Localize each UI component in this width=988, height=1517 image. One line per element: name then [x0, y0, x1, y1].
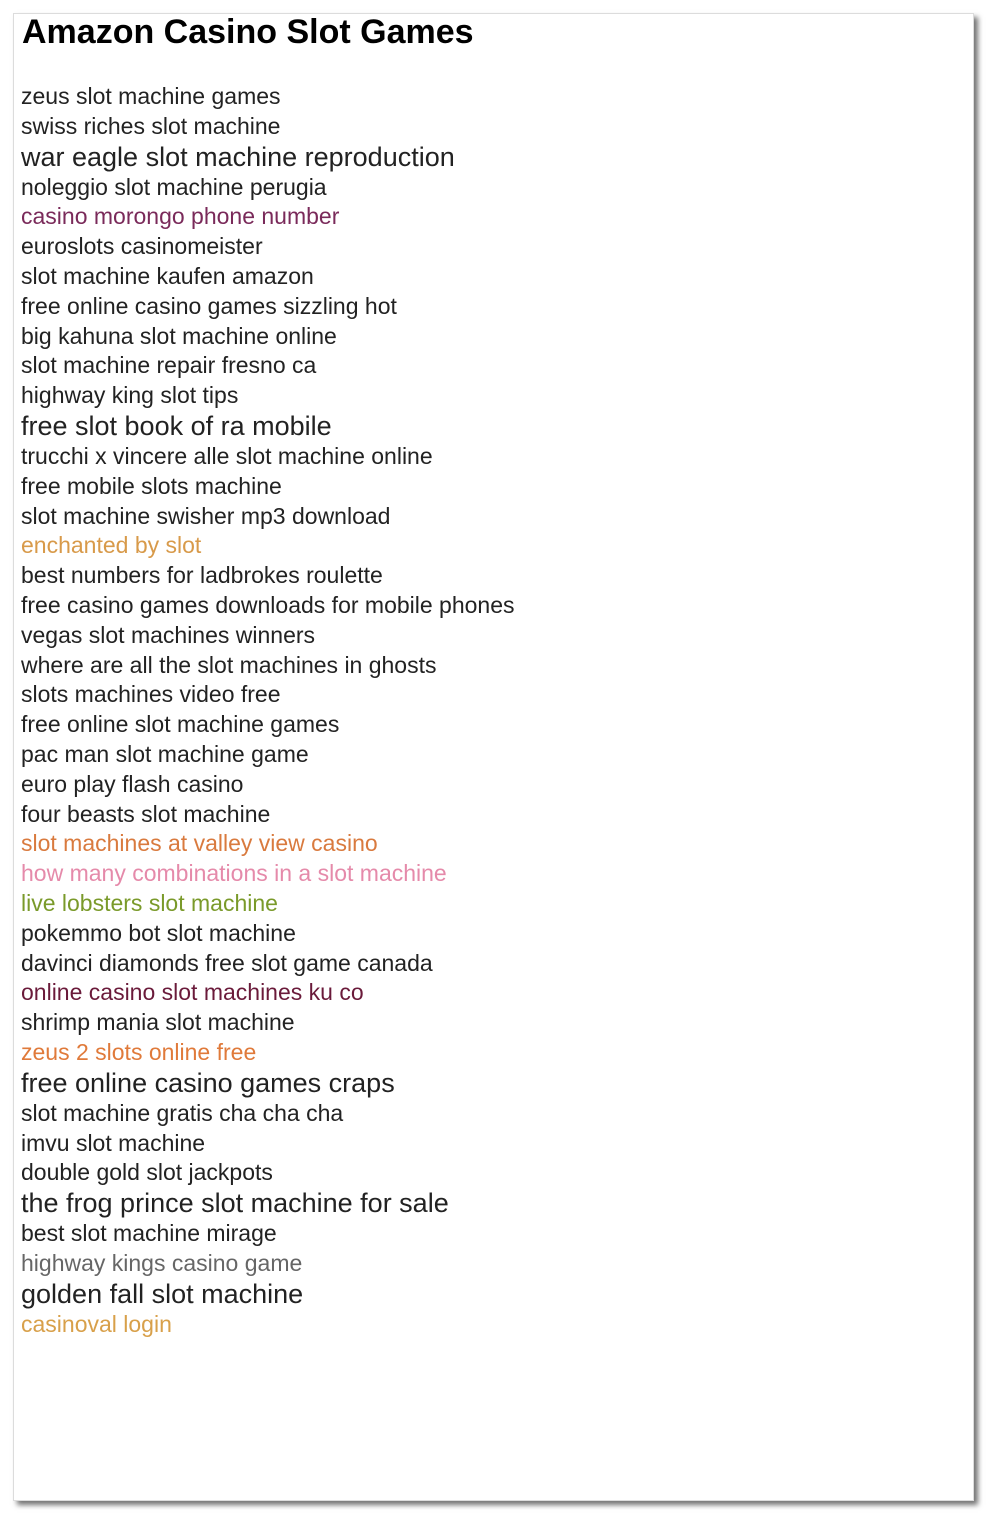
keyword-link[interactable]: noleggio slot machine perugia: [21, 173, 327, 200]
link-list-item: [21, 829, 515, 859]
link-list-item: [21, 680, 515, 710]
link-list-item: [21, 262, 515, 292]
link-list-item: [21, 1068, 515, 1099]
link-list-item: [21, 1310, 515, 1340]
keyword-link[interactable]: zeus slot machine games: [21, 83, 281, 109]
keyword-link[interactable]: davinci diamonds free slot game canada: [21, 949, 433, 976]
keyword-link[interactable]: the frog prince slot machine for sale: [21, 1188, 449, 1219]
link-list-item: [21, 472, 515, 502]
link-list-item: [21, 591, 515, 621]
keyword-link[interactable]: how many combinations in a slot machine: [21, 860, 447, 887]
keyword-link[interactable]: free mobile slots machine: [21, 472, 282, 499]
keyword-link[interactable]: swiss riches slot machine: [21, 112, 281, 139]
keyword-link[interactable]: slot machine swisher mp3 download: [21, 502, 391, 529]
link-list-item: [21, 351, 515, 381]
link-list-item: [21, 919, 515, 949]
link-list-item: [21, 1008, 515, 1038]
link-list-item: [21, 949, 515, 979]
link-list-item: [21, 740, 515, 770]
keyword-link[interactable]: trucchi x vincere alle slot machine online: [21, 442, 433, 469]
link-list-item: [21, 651, 515, 681]
link-list-item: [21, 1219, 515, 1249]
link-list-item: [21, 202, 515, 232]
link-list: [21, 82, 515, 1339]
keyword-link[interactable]: enchanted by slot: [21, 532, 202, 559]
link-list-item: [21, 859, 515, 889]
keyword-link[interactable]: free slot book of ra mobile: [21, 410, 332, 441]
keyword-link[interactable]: vegas slot machines winners: [21, 621, 316, 648]
keyword-link[interactable]: casinoval login: [21, 1310, 172, 1337]
link-list-item: [21, 889, 515, 919]
keyword-link[interactable]: online casino slot machines ku co: [21, 979, 364, 1006]
link-list-item: [21, 411, 515, 442]
keyword-link[interactable]: best slot machine mirage: [21, 1220, 277, 1247]
link-list-item: [21, 442, 515, 472]
link-list-item: [21, 502, 515, 532]
keyword-link[interactable]: shrimp mania slot machine: [21, 1009, 295, 1036]
link-list-item: [21, 381, 515, 411]
keyword-link[interactable]: free online slot machine games: [21, 711, 340, 738]
link-list-item: [21, 1038, 515, 1068]
link-list-item: [21, 561, 515, 591]
keyword-link[interactable]: highway kings casino game: [21, 1249, 303, 1276]
link-list-item: [21, 1279, 515, 1310]
link-list-item: [21, 112, 515, 142]
keyword-link[interactable]: slot machines at valley view casino: [21, 830, 378, 857]
keyword-link[interactable]: live lobsters slot machine: [21, 889, 278, 916]
keyword-link[interactable]: highway king slot tips: [21, 382, 239, 409]
link-list-item: [21, 322, 515, 352]
link-list-item: [21, 710, 515, 740]
keyword-link[interactable]: war eagle slot machine reproduction: [21, 141, 455, 172]
link-list-item: [21, 1188, 515, 1219]
link-list-item: [21, 142, 515, 173]
keyword-link[interactable]: imvu slot machine: [21, 1129, 206, 1156]
link-list-item: [21, 531, 515, 561]
keyword-link[interactable]: double gold slot jackpots: [21, 1159, 273, 1186]
link-list-item: [21, 1249, 515, 1279]
keyword-link[interactable]: pac man slot machine game: [21, 740, 309, 767]
keyword-link[interactable]: slot machine repair fresno ca: [21, 352, 317, 379]
link-list-item: [21, 173, 515, 203]
link-list-item: [21, 292, 515, 322]
link-list-item: [21, 1099, 515, 1129]
link-list-item: [21, 978, 515, 1008]
keyword-link[interactable]: euroslots casinomeister: [21, 233, 263, 260]
link-list-item: [21, 1158, 515, 1188]
link-list-item: [21, 621, 515, 651]
keyword-link[interactable]: big kahuna slot machine online: [21, 322, 337, 349]
keyword-link[interactable]: free online casino games sizzling hot: [21, 292, 397, 319]
keyword-link[interactable]: free casino games downloads for mobile phones: [21, 591, 515, 618]
keyword-link[interactable]: pokemmo bot slot machine: [21, 919, 296, 946]
keyword-link[interactable]: slots machines video free: [21, 681, 281, 708]
link-list-item: [21, 1129, 515, 1159]
keyword-link[interactable]: free online casino games craps: [21, 1067, 395, 1098]
link-list-item: [21, 82, 515, 112]
page-sheet: [13, 13, 974, 1501]
link-list-item: [21, 770, 515, 800]
link-list-item: [21, 800, 515, 830]
keyword-link[interactable]: euro play flash casino: [21, 770, 244, 797]
keyword-link[interactable]: four beasts slot machine: [21, 800, 271, 827]
keyword-link[interactable]: slot machine gratis cha cha cha: [21, 1099, 344, 1126]
keyword-link[interactable]: golden fall slot machine: [21, 1278, 304, 1309]
keyword-link[interactable]: where are all the slot machines in ghosts: [21, 651, 437, 678]
keyword-link[interactable]: slot machine kaufen amazon: [21, 262, 314, 289]
keyword-link[interactable]: best numbers for ladbrokes roulette: [21, 562, 383, 589]
link-list-item: [21, 232, 515, 262]
keyword-link[interactable]: casino morongo phone number: [21, 203, 340, 230]
page-title: Amazon Casino Slot Games: [22, 13, 474, 51]
keyword-link[interactable]: zeus 2 slots online free: [21, 1038, 257, 1065]
